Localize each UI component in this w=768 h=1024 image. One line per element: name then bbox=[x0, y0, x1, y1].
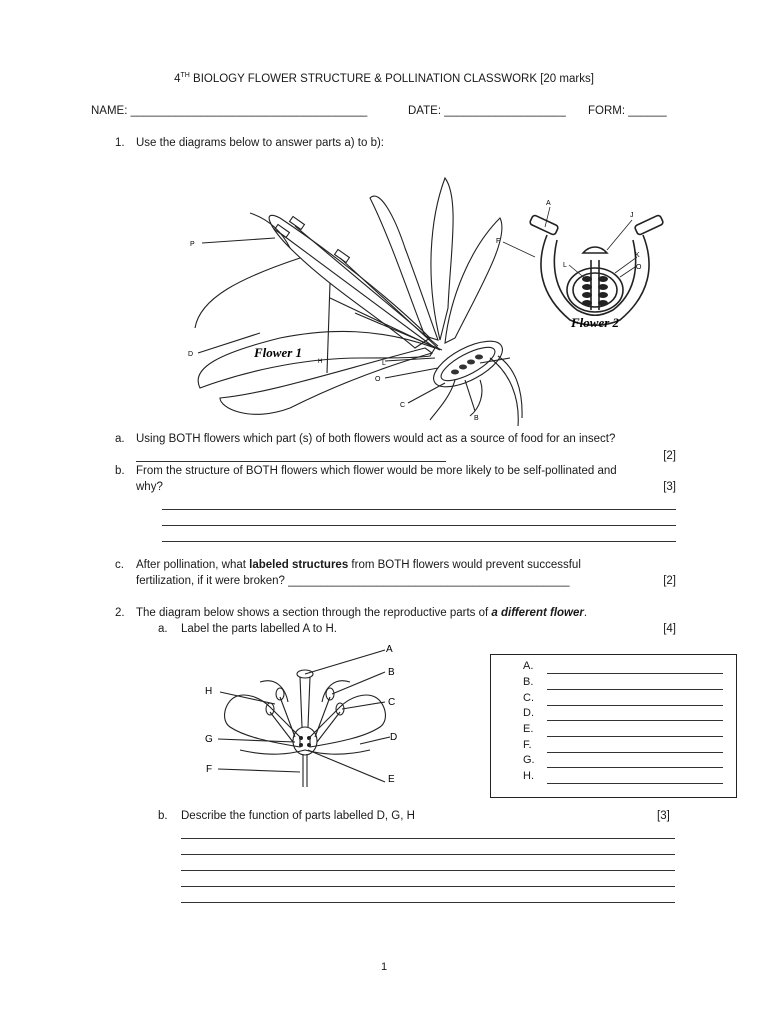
q2b-answer-line-5[interactable] bbox=[181, 902, 675, 903]
answer-line-d[interactable] bbox=[547, 720, 723, 721]
q2b-answer-line-2[interactable] bbox=[181, 854, 675, 855]
answer-label-h: H. bbox=[523, 770, 534, 782]
flower2-letter-j: J bbox=[630, 212, 634, 219]
q1c-marks: [2] bbox=[663, 575, 676, 587]
q1b-marks: [3] bbox=[663, 481, 676, 493]
answer-label-e: E. bbox=[523, 723, 534, 735]
flower2-letter-a: A bbox=[546, 200, 551, 207]
name-field[interactable]: NAME: _____________________________________ bbox=[91, 105, 368, 117]
form-field[interactable]: FORM: ______ bbox=[588, 105, 667, 117]
q2b-letter: b. bbox=[158, 810, 168, 822]
q1a-letter: a. bbox=[115, 433, 125, 445]
q1b-letter: b. bbox=[115, 465, 125, 477]
q1b-answer-line-1[interactable] bbox=[162, 509, 676, 510]
section-letter-a: A bbox=[386, 644, 393, 655]
q1c-text2[interactable]: fertilization, if it were broken? ____________________________________________ bbox=[136, 575, 570, 587]
q1b-answer-line-3[interactable] bbox=[162, 541, 676, 542]
answer-line-e[interactable] bbox=[547, 736, 723, 737]
q1-text: Use the diagrams below to answer parts a) to b): bbox=[136, 137, 385, 149]
q1c-letter: c. bbox=[115, 559, 124, 571]
q2a-letter: a. bbox=[158, 623, 168, 635]
flower1-letter-d: D bbox=[188, 351, 194, 358]
section-letter-e: E bbox=[388, 774, 395, 785]
flower2-letter-k: K bbox=[635, 252, 640, 259]
answer-line-a[interactable] bbox=[547, 673, 723, 674]
answer-line-g[interactable] bbox=[547, 767, 723, 768]
answer-label-d: D. bbox=[523, 707, 534, 719]
section-letter-b: B bbox=[388, 667, 395, 678]
flower2-letter-o: O bbox=[636, 264, 642, 271]
page-number: 1 bbox=[380, 961, 388, 973]
q1b-answer-line-2[interactable] bbox=[162, 525, 676, 526]
answer-label-b: B. bbox=[523, 676, 534, 688]
q2a-text: Label the parts labelled A to H. bbox=[181, 623, 337, 635]
section-letter-c: C bbox=[388, 697, 396, 708]
answer-label-g: G. bbox=[523, 754, 535, 766]
q2b-answer-line-1[interactable] bbox=[181, 838, 675, 839]
answer-line-h[interactable] bbox=[547, 783, 723, 784]
flower2-label: Flower 2 bbox=[571, 315, 620, 330]
answer-label-a: A. bbox=[523, 660, 534, 672]
section-letter-f: F bbox=[206, 764, 213, 775]
q1-number: 1. bbox=[115, 137, 125, 149]
section-letter-d: D bbox=[390, 732, 398, 743]
answer-label-c: C. bbox=[523, 692, 534, 704]
flower2-letter-l: L bbox=[563, 262, 567, 269]
q1a-answer-line[interactable] bbox=[136, 461, 446, 462]
q2b-text: Describe the function of parts labelled D, G, H bbox=[181, 810, 415, 822]
q1b-text2: why? bbox=[136, 481, 163, 493]
flower-section-diagram bbox=[200, 642, 410, 787]
q2b-answer-line-3[interactable] bbox=[181, 870, 675, 871]
answer-line-c[interactable] bbox=[547, 705, 723, 706]
flower1-letter-p: P bbox=[190, 241, 195, 248]
q2b-answer-line-4[interactable] bbox=[181, 886, 675, 887]
flower1-letter-c: C bbox=[400, 402, 406, 409]
q1a-text: Using BOTH flowers which part (s) of both flowers would act as a source of food for an insect? bbox=[136, 433, 616, 445]
q1c-text: After pollination, what labeled structures from BOTH flowers would prevent successful bbox=[136, 559, 581, 571]
q2a-marks: [4] bbox=[663, 623, 676, 635]
answer-line-b[interactable] bbox=[547, 689, 723, 690]
flower1-letter-o: O bbox=[375, 376, 381, 383]
page-title: 4TH BIOLOGY FLOWER STRUCTURE & POLLINATION CLASSWORK [20 marks] bbox=[174, 72, 594, 85]
answer-box bbox=[490, 654, 737, 798]
q2-number: 2. bbox=[115, 607, 125, 619]
flower1-letter-b: B bbox=[474, 415, 479, 422]
answer-line-f[interactable] bbox=[547, 752, 723, 753]
flower2-diagram bbox=[495, 195, 695, 335]
flower1-letter-h: H bbox=[318, 359, 323, 365]
q2-text: The diagram below shows a section through the reproductive parts of a different flower. bbox=[136, 607, 588, 619]
answer-label-f: F. bbox=[523, 739, 532, 751]
q1a-marks: [2] bbox=[663, 450, 676, 462]
flower1-label: Flower 1 bbox=[254, 345, 303, 360]
date-field[interactable]: DATE: ___________________ bbox=[408, 105, 566, 117]
flower1-diagram bbox=[180, 158, 525, 428]
q1b-text: From the structure of BOTH flowers which flower would be more likely to be self-pollinated and bbox=[136, 465, 617, 477]
flower1-letter-l: L bbox=[382, 360, 386, 367]
section-letter-g: G bbox=[205, 734, 213, 745]
flower2-letter-f: F bbox=[496, 238, 501, 245]
q2b-marks: [3] bbox=[657, 810, 670, 822]
section-letter-h: H bbox=[205, 686, 213, 697]
